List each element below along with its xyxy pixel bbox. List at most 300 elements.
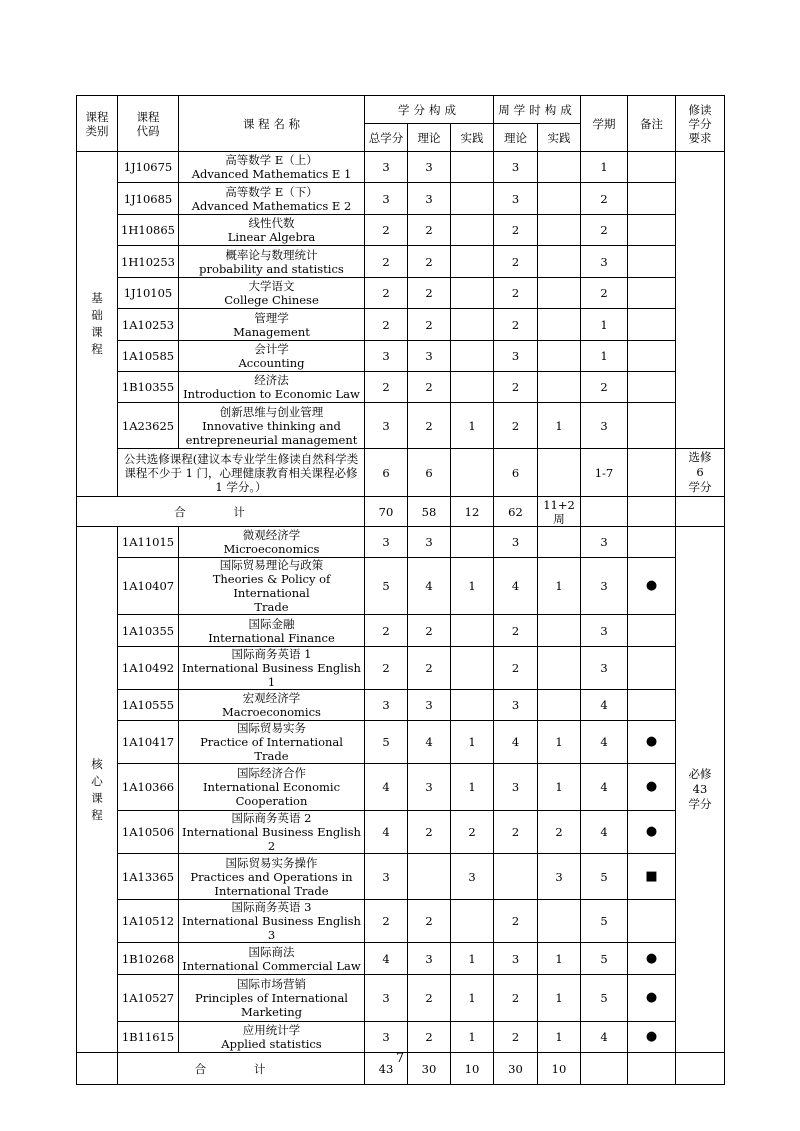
cell-practice: 1 (451, 764, 494, 811)
cell-h-theory: 2 (494, 403, 538, 449)
text-line: 6 (696, 465, 704, 479)
cell-practice (451, 246, 494, 278)
cell-remark (628, 152, 676, 183)
text-line: 程 (91, 342, 103, 356)
page-number: 7 (395, 1051, 405, 1066)
sum-total: 70 (365, 497, 408, 527)
sum-theory: 30 (408, 1053, 451, 1085)
text-line: 周 (553, 511, 565, 526)
course-name-cn: 概率论与数理统计 (225, 247, 318, 262)
course-row (77, 403, 725, 449)
course-name-en: Theories & Policy of International (212, 572, 331, 600)
cell-remark (628, 690, 676, 721)
course-name-cn: 国际商法 (248, 944, 295, 959)
cell-remark (628, 527, 676, 558)
course-code: 1B11615 (118, 1022, 179, 1053)
cell-h-theory (494, 854, 538, 900)
cell-remark (628, 449, 676, 497)
course-name-en: Cooperation (235, 794, 308, 808)
text-line: 核 (91, 756, 103, 771)
cell-h-practice: 1 (538, 558, 581, 615)
cell-theory: 3 (408, 183, 451, 215)
sum-label: 合 计 (77, 497, 365, 527)
course-row (77, 372, 725, 403)
cell-h-practice (538, 647, 581, 690)
cell-semester: 4 (581, 690, 628, 721)
course-code: 1A10366 (118, 764, 179, 811)
cell-h-theory: 2 (494, 615, 538, 647)
cell-semester: 1 (581, 152, 628, 183)
course-name (179, 527, 365, 558)
cell-practice: 1 (451, 721, 494, 764)
cell-h-practice (538, 690, 581, 721)
cell-total: 2 (365, 215, 408, 246)
cell-total: 4 (365, 943, 408, 975)
cell-remark: ● (628, 558, 676, 615)
cell-remark (628, 309, 676, 341)
cell-practice (451, 449, 494, 497)
header-credits-practice: 实践 (451, 124, 494, 152)
cell-h-theory: 2 (494, 372, 538, 403)
cell-theory: 2 (408, 403, 451, 449)
course-name-cn: 微观经济学 (242, 528, 301, 542)
cell-theory: 2 (408, 975, 451, 1022)
course-name-en: International Business English 3 (182, 914, 361, 942)
cell-theory: 2 (408, 278, 451, 309)
course-name-cn: 宏观经济学 (242, 691, 301, 705)
course-name-cn: 国际商务英语 2 (231, 811, 312, 825)
course-name (179, 246, 365, 278)
cell-total: 3 (365, 1022, 408, 1053)
cell-theory: 2 (408, 647, 451, 690)
cell-practice: 3 (451, 854, 494, 900)
course-name-en: Advanced Mathematics E 2 (191, 198, 352, 213)
text-line: 选修 (688, 450, 712, 464)
sum-h-practice (538, 497, 581, 527)
course-name (179, 943, 365, 975)
header-row-1 (77, 96, 725, 124)
requirement-elective (676, 449, 725, 497)
course-row (77, 811, 725, 854)
cell-practice: 1 (451, 1022, 494, 1053)
cell-h-theory: 3 (494, 183, 538, 215)
requirement-core (676, 527, 725, 1053)
cell-semester: 3 (581, 246, 628, 278)
cell-h-practice: 2 (538, 811, 581, 854)
course-name-cn: 国际贸易实务操作 (225, 855, 318, 870)
header-credits-theory: 理论 (408, 124, 451, 152)
header-remark: 备注 (628, 96, 676, 152)
sum-practice: 12 (451, 497, 494, 527)
header-semester: 学期 (581, 96, 628, 152)
cell-h-theory: 3 (494, 764, 538, 811)
course-code: 1A10585 (118, 341, 179, 372)
cell-remark (628, 647, 676, 690)
course-name (179, 278, 365, 309)
course-code: 1J10105 (118, 278, 179, 309)
cell-h-theory: 2 (494, 215, 538, 246)
course-code: 1A13365 (118, 854, 179, 900)
cell-h-theory: 3 (494, 341, 538, 372)
course-name-en: International Trade (214, 883, 329, 898)
cell-practice: 1 (451, 558, 494, 615)
cell-h-practice (538, 527, 581, 558)
course-row (77, 309, 725, 341)
category-basic (77, 152, 118, 497)
cell-h-practice: 1 (538, 764, 581, 811)
course-name-en: Marketing (241, 1005, 302, 1019)
cell-h-theory: 3 (494, 527, 538, 558)
cell-h-practice (538, 215, 581, 246)
cell-theory: 2 (408, 309, 451, 341)
cell-h-practice (538, 246, 581, 278)
cell-h-practice (538, 278, 581, 309)
cell-h-theory: 3 (494, 152, 538, 183)
cell-h-theory: 3 (494, 690, 538, 721)
cell-h-theory: 2 (494, 1022, 538, 1053)
course-code: 1A23625 (118, 403, 179, 449)
course-name-cn: 线性代数 (248, 216, 295, 230)
cell-semester: 5 (581, 900, 628, 943)
course-code: 1A10492 (118, 647, 179, 690)
course-row (77, 1022, 725, 1053)
cell-semester: 2 (581, 183, 628, 215)
cell-h-theory: 6 (494, 449, 538, 497)
course-name-cn: 国际经济合作 (237, 766, 306, 780)
sum-h-theory: 62 (494, 497, 538, 527)
cell-h-practice (538, 152, 581, 183)
cell-total: 2 (365, 246, 408, 278)
course-code: 1J10675 (118, 152, 179, 183)
sum-semester (581, 497, 628, 527)
course-name (179, 721, 365, 764)
sum-total: 43 (365, 1053, 408, 1085)
course-name-cn: 国际贸易理论与政策 (219, 558, 324, 572)
course-name-en: International Finance (208, 630, 335, 645)
course-row (77, 246, 725, 278)
header-hours-group: 周学时构成 (494, 96, 581, 124)
header-credits-total: 总学分 (365, 124, 408, 152)
cell-semester: 4 (581, 811, 628, 854)
course-name-en: International Economic (202, 780, 341, 794)
course-code: 1A10555 (118, 690, 179, 721)
cell-semester: 3 (581, 403, 628, 449)
cell-practice (451, 183, 494, 215)
course-row (77, 900, 725, 943)
cell-practice (451, 372, 494, 403)
cell-h-practice (538, 449, 581, 497)
cell-total: 5 (365, 558, 408, 615)
cell-theory (408, 854, 451, 900)
course-name-en: Microeconomics (223, 542, 320, 556)
cell-h-practice: 1 (538, 403, 581, 449)
header-course-name: 课 程 名 称 (179, 96, 365, 152)
course-name (179, 372, 365, 403)
cell-theory: 3 (408, 527, 451, 558)
cell-h-theory: 2 (494, 246, 538, 278)
cell-total: 2 (365, 309, 408, 341)
cell-practice: 1 (451, 943, 494, 975)
sum-row-basic (77, 497, 725, 527)
cell-total: 2 (365, 647, 408, 690)
header-requirement: 修读 学分 要求 (676, 96, 725, 152)
course-name-en: College Chinese (224, 293, 319, 307)
course-name-en: International Commercial Law (182, 958, 361, 973)
course-code: 1H10253 (118, 246, 179, 278)
course-name (179, 215, 365, 246)
course-name-en: Management (233, 324, 310, 339)
cell-h-theory: 2 (494, 278, 538, 309)
cell-theory: 6 (408, 449, 451, 497)
cell-practice (451, 690, 494, 721)
course-name (179, 1022, 365, 1053)
cell-remark (628, 615, 676, 647)
text-line: 课 (91, 790, 103, 805)
cell-h-theory: 3 (494, 943, 538, 975)
cell-total: 4 (365, 811, 408, 854)
cell-remark: ● (628, 764, 676, 811)
sum-theory: 58 (408, 497, 451, 527)
course-name-cn: 国际商务英语 3 (231, 900, 312, 914)
course-row (77, 690, 725, 721)
course-name (179, 152, 365, 183)
header-code: 课程 代码 (118, 96, 179, 152)
header-credits-group: 学分构成 (365, 96, 494, 124)
cell-h-practice: 1 (538, 721, 581, 764)
sum-h-practice: 10 (538, 1053, 581, 1085)
cell-semester: 3 (581, 527, 628, 558)
cell-h-theory: 2 (494, 647, 538, 690)
course-name (179, 900, 365, 943)
course-code: 1A10506 (118, 811, 179, 854)
cell-practice (451, 309, 494, 341)
course-code: 1A11015 (118, 527, 179, 558)
cell-total: 3 (365, 854, 408, 900)
cell-semester: 2 (581, 372, 628, 403)
course-name (179, 183, 365, 215)
course-code: 1A10417 (118, 721, 179, 764)
course-name-en: Introduction to Economic Law (183, 387, 360, 401)
cell-semester: 2 (581, 278, 628, 309)
cell-practice (451, 215, 494, 246)
course-name-en: Practice of International Trade (200, 735, 343, 763)
cell-total: 3 (365, 975, 408, 1022)
cell-practice (451, 615, 494, 647)
cell-remark (628, 403, 676, 449)
cell-theory: 3 (408, 690, 451, 721)
course-name-cn: 国际市场营销 (237, 977, 306, 991)
course-row (77, 278, 725, 309)
course-name (179, 690, 365, 721)
course-code: 1A10527 (118, 975, 179, 1022)
cell-theory: 2 (408, 1022, 451, 1053)
course-name-en: Applied statistics (221, 1037, 322, 1051)
text-line: 11+2 (543, 497, 575, 512)
header-category: 课程 类别 (77, 96, 118, 152)
cell-practice: 1 (451, 403, 494, 449)
cell-total: 3 (365, 403, 408, 449)
course-code: 1A10407 (118, 558, 179, 615)
course-name-en: Advanced Mathematics E 1 (191, 167, 352, 181)
course-code: 1B10268 (118, 943, 179, 975)
cell-semester: 1-7 (581, 449, 628, 497)
course-name-cn: 会计学 (254, 342, 289, 356)
cell-h-practice: 1 (538, 1022, 581, 1053)
cell-practice: 2 (451, 811, 494, 854)
sum-h-theory: 30 (494, 1053, 538, 1085)
course-row (77, 152, 725, 183)
cell-practice (451, 900, 494, 943)
cell-remark: ● (628, 1022, 676, 1053)
course-name (179, 558, 365, 615)
course-name-en: Practices and Operations in (190, 869, 353, 884)
cell-theory: 2 (408, 246, 451, 278)
course-name-en: Macroeconomics (222, 705, 321, 719)
cell-theory: 2 (408, 811, 451, 854)
course-name-cn: 管理学 (254, 310, 289, 325)
cell-h-practice (538, 900, 581, 943)
cell-h-theory: 2 (494, 811, 538, 854)
cell-total: 3 (365, 690, 408, 721)
text-line: 学分 (688, 797, 712, 811)
sum-remark (628, 497, 676, 527)
sum-label: 合 计 (118, 1053, 365, 1085)
course-name-en: International Business English 2 (182, 825, 361, 853)
text-line: 心 (91, 773, 103, 788)
cell-remark (628, 278, 676, 309)
course-name (179, 309, 365, 341)
cell-h-practice (538, 183, 581, 215)
course-name (179, 854, 365, 900)
cell-remark: ● (628, 975, 676, 1022)
cell-total: 3 (365, 527, 408, 558)
cell-h-practice: 1 (538, 943, 581, 975)
cell-remark (628, 183, 676, 215)
cell-remark (628, 246, 676, 278)
course-name-cn: 国际商务英语 1 (231, 647, 312, 661)
course-name-cn: 应用统计学 (242, 1023, 301, 1037)
course-name (179, 811, 365, 854)
sum-requirement (676, 497, 725, 527)
course-name-en: Principles of International (195, 991, 348, 1005)
course-name-cn: 经济法 (254, 373, 289, 387)
cell-h-practice (538, 615, 581, 647)
cell-h-theory: 4 (494, 721, 538, 764)
cell-h-practice (538, 309, 581, 341)
course-row (77, 647, 725, 690)
header-hours-theory: 理论 (494, 124, 538, 152)
cell-h-theory: 2 (494, 975, 538, 1022)
course-name (179, 615, 365, 647)
text-line: 础 (91, 308, 103, 322)
course-name-en: Accounting (238, 356, 305, 370)
course-row (77, 558, 725, 615)
cell-semester: 3 (581, 615, 628, 647)
course-name-en: Trade (254, 600, 289, 614)
cell-practice (451, 647, 494, 690)
cell-remark: ● (628, 943, 676, 975)
cell-total: 3 (365, 183, 408, 215)
cell-h-practice (538, 341, 581, 372)
cell-total: 2 (365, 372, 408, 403)
course-code: 1A10253 (118, 309, 179, 341)
cell-h-theory: 4 (494, 558, 538, 615)
cell-theory: 3 (408, 943, 451, 975)
cell-remark (628, 900, 676, 943)
cell-semester: 5 (581, 854, 628, 900)
course-name-cn: 高等数学 E（下） (225, 184, 318, 199)
cell-practice (451, 527, 494, 558)
course-row (77, 975, 725, 1022)
text-line: 程 (91, 807, 103, 822)
cell-h-practice: 1 (538, 975, 581, 1022)
cell-practice: 1 (451, 975, 494, 1022)
course-row (77, 721, 725, 764)
sum-practice: 10 (451, 1053, 494, 1085)
course-row (77, 527, 725, 558)
header-hours-practice: 实践 (538, 124, 581, 152)
course-name-cn: 国际金融 (248, 616, 295, 631)
cell-semester: 1 (581, 341, 628, 372)
cell-remark (628, 372, 676, 403)
cell-theory: 3 (408, 764, 451, 811)
elective-note: 公共选修课程(建议本专业学生修读自然科学类课程不少于 1 门，心理健康教育相关课程必修 1 学分。） (118, 449, 365, 497)
cell-remark: ■ (628, 854, 676, 900)
curriculum-table (76, 95, 725, 1085)
course-row (77, 764, 725, 811)
cell-semester: 4 (581, 764, 628, 811)
cell-remark (628, 215, 676, 246)
cell-theory: 3 (408, 341, 451, 372)
course-name-cn: 国际贸易实务 (237, 721, 306, 735)
course-name-cn: 高等数学 E（上） (225, 153, 318, 167)
course-row (77, 183, 725, 215)
course-row (77, 341, 725, 372)
text-line: 基 (91, 291, 103, 305)
cell-total: 4 (365, 764, 408, 811)
cell-semester: 4 (581, 1022, 628, 1053)
cell-theory: 2 (408, 372, 451, 403)
course-row (77, 943, 725, 975)
course-name-en: International Business English 1 (182, 661, 361, 689)
category-core (77, 527, 118, 1053)
cell-h-practice: 3 (538, 854, 581, 900)
course-row (77, 215, 725, 246)
course-code: 1A10512 (118, 900, 179, 943)
requirement-basic-empty (676, 152, 725, 449)
text-line: 43 (692, 782, 708, 796)
cell-theory: 2 (408, 215, 451, 246)
elective-row (77, 449, 725, 497)
course-name (179, 647, 365, 690)
cell-theory: 4 (408, 721, 451, 764)
cell-total: 3 (365, 152, 408, 183)
course-row (77, 854, 725, 900)
cell-h-theory: 2 (494, 309, 538, 341)
cell-theory: 3 (408, 152, 451, 183)
cell-semester: 3 (581, 647, 628, 690)
course-code: 1B10355 (118, 372, 179, 403)
cell-total: 3 (365, 341, 408, 372)
cell-theory: 2 (408, 900, 451, 943)
cell-theory: 2 (408, 615, 451, 647)
cell-practice (451, 278, 494, 309)
cell-practice (451, 341, 494, 372)
course-name (179, 403, 365, 449)
course-name-en: Linear Algebra (227, 230, 316, 244)
cell-total: 2 (365, 900, 408, 943)
table-body (77, 96, 725, 1085)
